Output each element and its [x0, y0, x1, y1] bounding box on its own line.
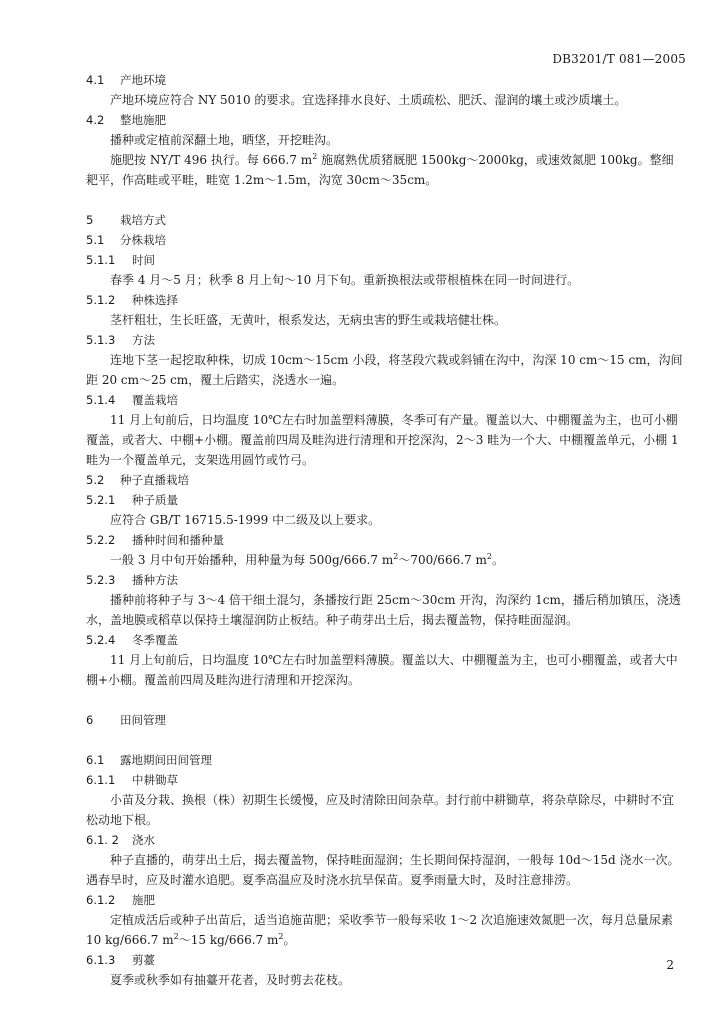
- paragraph: 播种或定植前深翻土地，晒垡，开挖畦沟。: [110, 133, 339, 147]
- section-number: 5.2: [86, 473, 105, 487]
- section-title: 种子直播栽培: [120, 473, 189, 487]
- section-number: 4.1: [86, 73, 105, 87]
- paragraph: 小苗及分栽、换根（株）初期生长缓慢，应及时清除田间杂草。封行前中耕锄草，将杂草除尽，中耕时不宜松动地下根。: [86, 793, 675, 827]
- section-title: 冬季覆盖: [132, 633, 178, 647]
- section-title: 整地施肥: [120, 113, 166, 127]
- subsection-heading: [86, 630, 684, 650]
- section-heading: [86, 70, 684, 90]
- text-run: 施肥按 NY/T 496 执行。每 666.7 m: [110, 153, 313, 167]
- subsection-heading: [86, 390, 684, 410]
- paragraph: 应符合 GB/T 16715.5-1999 中二级及以上要求。: [110, 513, 381, 527]
- paragraph: 夏季或秋季如有抽薹开花者，及时剪去花枝。: [110, 973, 351, 987]
- paragraph: 茎杆粗壮，生长旺盛，无黄叶，根系发达，无病虫害的野生或栽培健壮株。: [110, 313, 507, 327]
- section-number: 6.1. 2: [86, 833, 119, 847]
- section-number: 5.1: [86, 233, 105, 247]
- text-run: 一般 3 月中旬开始播种，用种量为每 500g/666.7 m: [110, 553, 394, 567]
- paragraph: 产地环境应符合 NY 5010 的要求。宜选择排水良好、土质疏松、肥沃、湿润的壤土或沙质壤土。: [110, 93, 627, 107]
- text-run: 。: [283, 933, 296, 947]
- section-number: 6.1.1: [86, 773, 116, 787]
- doc-header: DB3201/T 081—2005: [552, 52, 686, 66]
- section-number: 5.1.1: [86, 253, 116, 267]
- superscript: 2: [173, 932, 179, 941]
- chapter-heading: [86, 710, 684, 730]
- section-heading: [86, 470, 684, 490]
- page-number: 2: [666, 958, 674, 972]
- paragraph: 种子直播的，萌芽出土后，揭去覆盖物，保持畦面湿润；生长期间保持湿润，一般每 10d～15d 浇水一次。遇春旱时，应及时灌水追肥。夏季高温应及时浇水抗旱保苗。夏季雨量大时，及时注意排涝。: [86, 853, 680, 887]
- section-heading: [86, 230, 684, 250]
- subsection-heading: [86, 530, 684, 550]
- text-run: 施腐熟优质猪厩肥 1500kg～2000kg，或速效氮肥 100kg。整细耙平，作高畦或平畦，畦宽 1.2m～1.5m，沟宽 30cm～35cm。: [86, 153, 674, 187]
- section-title: 产地环境: [120, 73, 166, 87]
- section-title: 覆盖栽培: [132, 393, 178, 407]
- chapter-heading: [86, 210, 684, 230]
- section-title: 种株选择: [132, 293, 178, 307]
- section-heading: [86, 110, 684, 130]
- subsection-heading: [86, 570, 684, 590]
- section-number: 5.2.4: [86, 633, 116, 647]
- text-run: ～700/666.7 m: [398, 553, 487, 567]
- paragraph: [86, 550, 684, 570]
- section-title: 播种时间和播种量: [132, 533, 224, 547]
- subsection-heading: [86, 890, 684, 910]
- subsection-heading: [86, 830, 684, 850]
- text-run: 。: [491, 553, 504, 567]
- section-title: 中耕锄草: [132, 773, 178, 787]
- section-number: 6.1.2: [86, 893, 116, 907]
- section-title: 田间管理: [120, 713, 166, 727]
- superscript: 2: [393, 552, 399, 561]
- paragraph: 11 月上旬前后，日均温度 10℃左右时加盖塑料薄膜。覆盖以大、中棚覆盖为主，也可小棚覆盖，或者大中棚+小棚。覆盖前四周及畦沟进行清理和开挖深沟。: [86, 653, 678, 687]
- section-number: 6.1: [86, 753, 105, 767]
- section-number: 5.2.3: [86, 573, 116, 587]
- section-title: 栽培方式: [120, 213, 166, 227]
- superscript: 2: [312, 152, 318, 161]
- superscript: 2: [278, 932, 284, 941]
- section-title: 时间: [132, 253, 155, 267]
- section-title: 施肥: [132, 893, 155, 907]
- section-number: 5.1.2: [86, 293, 116, 307]
- paragraph: [86, 150, 684, 190]
- paragraph: 春季 4 月～5 月；秋季 8 月上旬～10 月下旬。重新换根法或带根植株在同一时间进行。: [110, 273, 580, 287]
- section-number: 5.1.3: [86, 333, 116, 347]
- section-number: 5.1.4: [86, 393, 116, 407]
- paragraph: 播种前将种子与 3～4 倍干细土混匀，条播按行距 25cm～30cm 开沟，沟深约 1cm，播后稍加镇压，浇透水，盖地膜或稻草以保持土壤湿润防止板结。种子萌芽出土后，揭去覆盖物，保持畦面湿润。: [86, 593, 681, 627]
- subsection-heading: [86, 490, 684, 510]
- section-title: 方法: [132, 333, 155, 347]
- section-title: 播种方法: [132, 573, 178, 587]
- subsection-heading: [86, 330, 684, 350]
- text-run: 定植成活后或种子出苗后，适当追施苗肥；采收季节一般每采收 1～2 次追施速效氮肥一次，每月总量尿素 10 kg/666.7 m: [86, 913, 673, 947]
- section-number: 5.2.1: [86, 493, 116, 507]
- section-number: 5.2.2: [86, 533, 116, 547]
- document-body: [86, 70, 684, 990]
- paragraph: 11 月上旬前后，日均温度 10℃左右时加盖塑料薄膜，冬季可有产量。覆盖以大、中棚覆盖为主，也可小棚覆盖，或者大、中棚+小棚。覆盖前四周及畦沟进行清理和开挖深沟，2～3 畦为一个大、中棚覆盖单元，小棚 1 畦为一个覆盖单元，支架选用圆竹或竹弓。: [86, 413, 679, 467]
- subsection-heading: [86, 770, 684, 790]
- section-number: 5: [86, 213, 94, 227]
- subsection-heading: [86, 950, 684, 970]
- section-number: 4.2: [86, 113, 105, 127]
- section-heading: [86, 750, 684, 770]
- subsection-heading: [86, 250, 684, 270]
- section-title: 浇水: [132, 833, 155, 847]
- subsection-heading: [86, 290, 684, 310]
- section-title: 露地期间田间管理: [120, 753, 212, 767]
- paragraph: 连地下茎一起挖取种株，切成 10cm～15cm 小段，将茎段穴栽或斜铺在沟中，沟深 10 cm～15 cm，沟间距 20 cm～25 cm，覆土后踏实，浇透水一遍。: [86, 353, 683, 387]
- paragraph: [86, 910, 684, 950]
- section-title: 种子质量: [132, 493, 178, 507]
- text-run: ～15 kg/666.7 m: [178, 933, 279, 947]
- section-number: 6.1.3: [86, 953, 116, 967]
- section-number: 6: [86, 713, 94, 727]
- section-title: 剪薹: [132, 953, 155, 967]
- section-title: 分株栽培: [120, 233, 166, 247]
- superscript: 2: [486, 552, 492, 561]
